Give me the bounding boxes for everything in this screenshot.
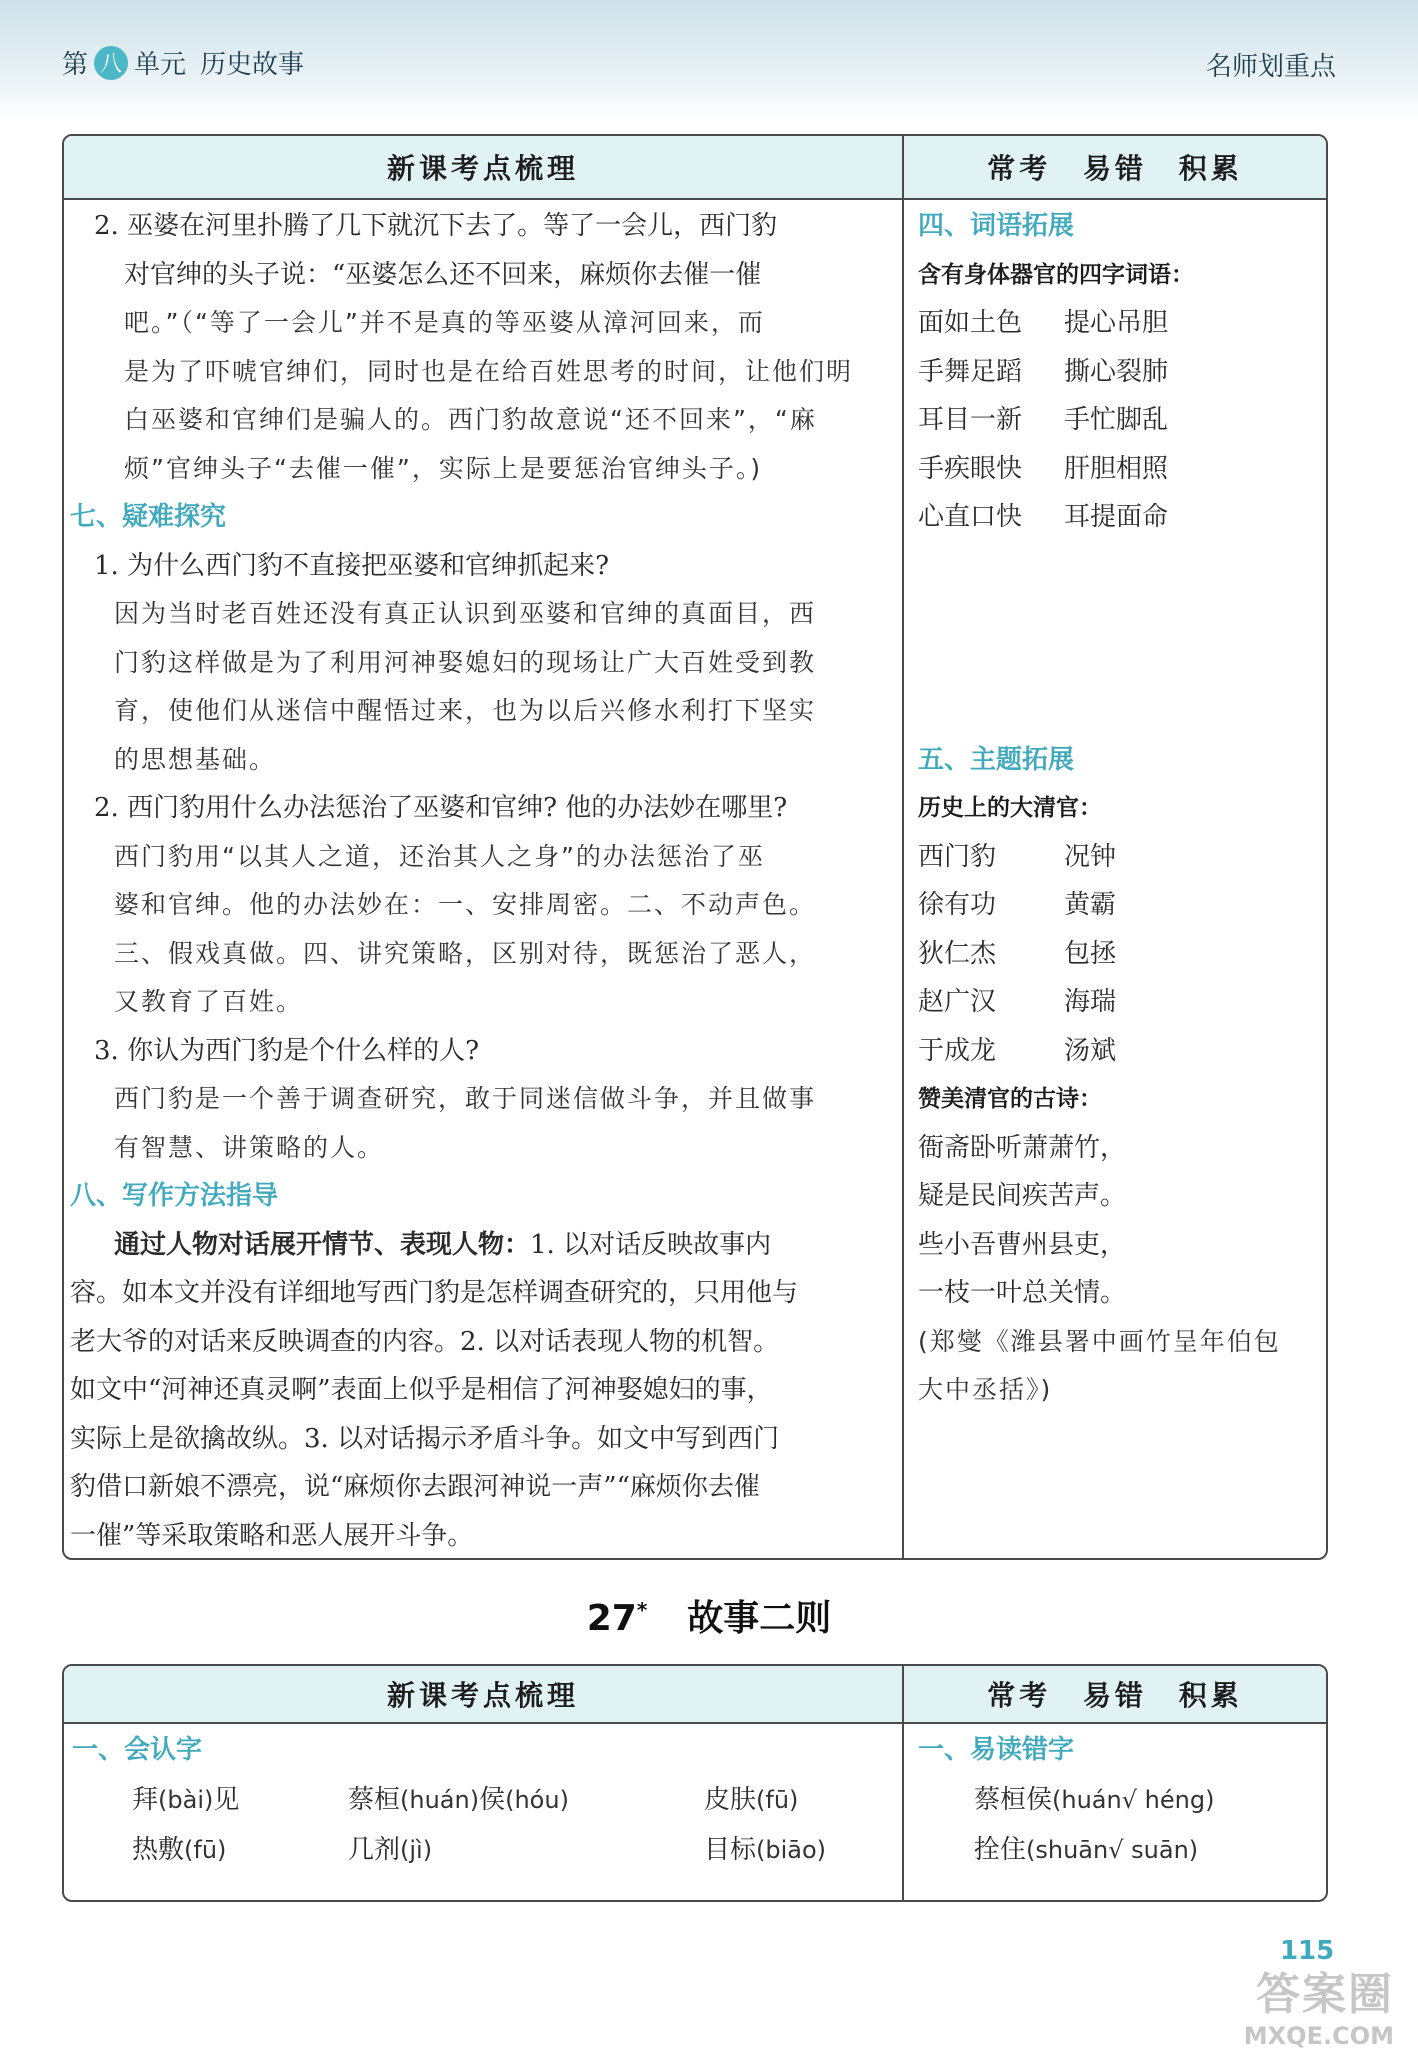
writing-method-lead xyxy=(64,1221,902,1270)
writing-method-bold: 通过人物对话展开情节、表现人物： xyxy=(114,1229,531,1260)
idiom-row xyxy=(918,348,1326,397)
recognize-chars-list xyxy=(72,1775,902,1875)
official-item: 汤斌 xyxy=(1064,1035,1117,1066)
table-header-right: 常考 易错 积累 xyxy=(987,152,1243,185)
char: 皮肤 xyxy=(704,1784,757,1815)
idiom-item: 提心吊胆 xyxy=(1064,308,1169,338)
pinyin: (huán) xyxy=(400,1785,480,1814)
text-line: 实际上是欲擒故纵。3. 以对话揭示矛盾斗争。如文中写到西门 xyxy=(70,1423,780,1454)
unit-header xyxy=(62,44,304,81)
unit-prefix: 第 xyxy=(62,50,89,80)
text-line: 三、假戏真做。四、讲究策略，区别对待，既惩治了恶人， xyxy=(114,938,817,968)
pinyin: (fū) xyxy=(756,1785,799,1814)
idiom-item: 手疾眼快 xyxy=(918,453,1023,484)
misread-word: 拴住 xyxy=(974,1834,1027,1865)
official-item: 赵广汉 xyxy=(918,987,997,1017)
text-line: 西门豹用“以其人之道，还治其人之身”的办法惩治了巫 xyxy=(114,841,765,871)
official-item: 西门豹 xyxy=(918,841,997,872)
left-column xyxy=(64,1724,902,1900)
idiom-item: 耳目一新 xyxy=(918,405,1023,435)
pinyin: (bài) xyxy=(158,1785,214,1814)
misread-word: 蔡桓侯 xyxy=(974,1784,1053,1815)
officials-list xyxy=(918,833,1326,1076)
official-item: 于成龙 xyxy=(918,1035,997,1066)
watermark-logo-text: 答案圈 xyxy=(1256,1969,1394,2020)
text-line: 西门豹是一个善于调查研究，敢于同迷信做斗争，并且做事 xyxy=(114,1084,817,1113)
book-section-title: 名师划重点 xyxy=(1205,52,1336,82)
official-item: 况钟 xyxy=(1064,841,1117,872)
lesson-name: 故事二则 xyxy=(687,1598,832,1639)
idiom-item: 手忙脚乱 xyxy=(1064,405,1169,435)
subheading-body-idioms: 含有身体器官的四字词语： xyxy=(918,261,1194,288)
section-misread-chars: 一、易读错字 xyxy=(918,1735,1075,1765)
idiom-item: 耳提面命 xyxy=(1064,502,1169,532)
watermark xyxy=(1244,1958,1394,2050)
char: 侯 xyxy=(479,1784,506,1815)
idiom-item: 撕心裂肺 xyxy=(1064,356,1169,387)
char: 见 xyxy=(213,1784,240,1815)
char-entry xyxy=(132,1825,348,1875)
idiom-item: 肝胆相照 xyxy=(1064,453,1169,484)
text-line: 白巫婆和官绅们是骗人的。西门豹故意说“还不回来”，“麻 xyxy=(124,405,817,434)
text-line: 是为了吓唬官绅们，同时也是在给百姓思考的时间，让他们明 xyxy=(124,356,854,386)
text-line: 吧。”（“等了一会儿”并不是真的等巫婆从漳河回来，而 xyxy=(124,308,765,337)
idiom-list xyxy=(918,299,1326,542)
lesson-title xyxy=(0,1590,1418,1641)
text-line: 育，使他们从迷信中醒悟过来，也为以后兴修水利打下坚实 xyxy=(114,696,817,725)
lesson-number: 27 xyxy=(586,1598,637,1639)
right-column xyxy=(904,200,1326,1558)
official-row xyxy=(918,978,1326,1027)
char: 几剂 xyxy=(348,1834,401,1865)
official-item: 徐有功 xyxy=(918,890,997,920)
poem-source: (郑燮《潍县署中画竹呈年伯包 xyxy=(918,1326,1281,1356)
text-line: 2. 巫婆在河里扑腾了几下就沉下去了。等了一会儿，西门豹 xyxy=(94,211,778,241)
text-line: 烦”官绅头子“去催一催”，实际上是要惩治官绅头子。) xyxy=(124,453,763,483)
text-line: 门豹这样做是为了利用河神娶媳妇的现场让广大百姓受到教 xyxy=(114,647,817,677)
pinyin: (jì) xyxy=(400,1835,433,1864)
idiom-row xyxy=(918,396,1326,445)
poem-line: 一枝一叶总关情。 xyxy=(918,1278,1127,1308)
idiom-row xyxy=(918,445,1326,494)
spacer xyxy=(918,542,1326,736)
official-item: 包拯 xyxy=(1064,938,1117,969)
idiom-row xyxy=(918,299,1326,348)
idiom-item: 心直口快 xyxy=(918,502,1023,532)
char-entry xyxy=(348,1775,704,1825)
official-item: 狄仁杰 xyxy=(918,938,997,969)
official-item: 海瑞 xyxy=(1064,987,1117,1017)
poem-source: 大中丞括》) xyxy=(918,1375,1053,1404)
left-column xyxy=(64,200,902,1558)
misread-pinyin: (shuān√ suān) xyxy=(1026,1835,1199,1864)
watermark-url: MXQE.COM xyxy=(1243,2022,1394,2050)
poem-line: 疑是民间疾苦声。 xyxy=(918,1181,1127,1211)
unit-number-badge: 八 xyxy=(94,46,128,80)
section-word-extension: 四、词语拓展 xyxy=(918,211,1075,241)
right-column xyxy=(904,1724,1326,1900)
pinyin: (fū) xyxy=(184,1835,227,1864)
char-row xyxy=(132,1825,902,1875)
text-line: 容。如本文并没有详细地写西门豹是怎样调查研究的，只用他与 xyxy=(70,1278,799,1308)
lesson-star: * xyxy=(636,1598,648,1622)
section-recognize-chars: 一、会认字 xyxy=(72,1735,203,1765)
misread-row xyxy=(974,1775,1326,1825)
char: 蔡桓 xyxy=(348,1784,401,1815)
char-row xyxy=(132,1775,902,1825)
text-line: 因为当时老百姓还没有真正认识到巫婆和官绅的真面目，西 xyxy=(114,599,817,628)
section-theme-extension: 五、主题拓展 xyxy=(918,744,1075,775)
key-points-table xyxy=(62,134,1328,1560)
pinyin: (hóu) xyxy=(505,1785,569,1814)
text-line: 婆和官绅。他的办法妙在：一、安排周密。二、不动声色。 xyxy=(114,890,817,919)
table-header xyxy=(64,136,1326,200)
pinyin: (biāo) xyxy=(756,1835,827,1864)
section-heading: 七、疑难探究 xyxy=(70,502,227,532)
poem-line: 些小吾曹州县吏， xyxy=(918,1229,1127,1260)
misread-row xyxy=(974,1825,1326,1875)
unit-title: 历史故事 xyxy=(200,50,305,80)
official-row xyxy=(918,930,1326,979)
official-row xyxy=(918,881,1326,930)
char-entry xyxy=(132,1775,348,1825)
text-line: 3. 你认为西门豹是个什么样的人? xyxy=(94,1035,480,1066)
text-line: 的思想基础。 xyxy=(114,744,277,774)
official-item: 黄霸 xyxy=(1064,890,1117,920)
char-entry xyxy=(704,1775,798,1825)
poem xyxy=(918,1124,1326,1415)
char: 热敷 xyxy=(132,1834,185,1865)
text-line: 如文中“河神还真灵啊”表面上似乎是相信了河神娶媳妇的事， xyxy=(70,1375,773,1405)
official-row xyxy=(918,833,1326,882)
subheading-poem: 赞美清官的古诗： xyxy=(918,1086,1102,1112)
char-entry xyxy=(704,1825,826,1875)
text-line: 一催”等采取策略和恶人展开斗争。 xyxy=(70,1520,474,1551)
text-line: 豹借口新娘不漂亮，说“麻烦你去跟河神说一声”“麻烦你去催 xyxy=(70,1472,760,1502)
official-row xyxy=(918,1027,1326,1076)
poem-line: 衙斋卧听萧萧竹， xyxy=(918,1132,1127,1163)
text-line: 又教育了百姓。 xyxy=(114,987,304,1016)
table-header-left: 新课考点梳理 xyxy=(386,152,579,185)
key-points-table-2 xyxy=(62,1664,1328,1902)
text-line: 有智慧、讲策略的人。 xyxy=(114,1132,385,1162)
table-header-left: 新课考点梳理 xyxy=(386,1679,579,1712)
table-header-right: 常考 易错 积累 xyxy=(987,1679,1243,1712)
idiom-row xyxy=(918,493,1326,542)
char-entry xyxy=(348,1825,704,1875)
writing-method-text: 1. 以对话反映故事内 xyxy=(530,1229,772,1260)
char: 拜 xyxy=(132,1784,159,1815)
subheading-honest-officials: 历史上的大清官： xyxy=(918,795,1102,821)
misread-chars-list xyxy=(918,1775,1326,1875)
unit-suffix: 单元 xyxy=(134,50,187,80)
text-line: 2. 西门豹用什么办法惩治了巫婆和官绅? 他的办法妙在哪里? xyxy=(94,793,788,823)
char: 目标 xyxy=(704,1834,757,1865)
misread-pinyin: (huán√ héng) xyxy=(1052,1785,1215,1814)
section-heading: 八、写作方法指导 xyxy=(70,1181,279,1211)
idiom-item: 手舞足蹈 xyxy=(918,356,1023,387)
page-number: 115 xyxy=(1280,1936,1335,1966)
text-line: 老大爷的对话来反映调查的内容。2. 以对话表现人物的机智。 xyxy=(70,1326,780,1357)
idiom-item: 面如土色 xyxy=(918,308,1023,338)
text-line: 对官绅的头子说：“巫婆怎么还不回来，麻烦你去催一催 xyxy=(124,259,762,290)
text-line: 1. 为什么西门豹不直接把巫婆和官绅抓起来? xyxy=(94,550,610,581)
table-header xyxy=(64,1666,1326,1724)
